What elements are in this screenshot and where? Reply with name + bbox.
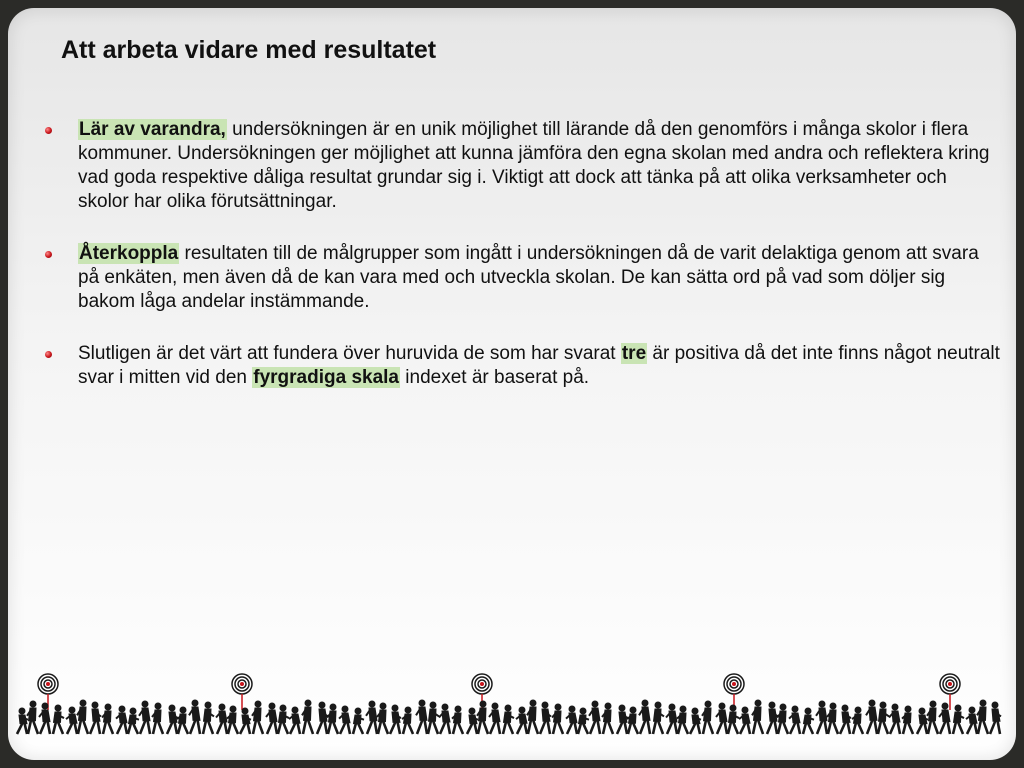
walking-person-icon xyxy=(927,701,938,734)
walking-person-icon xyxy=(827,703,838,734)
bullet-1-highlight: Lär av varandra, xyxy=(79,119,226,140)
walking-person-icon xyxy=(339,706,350,734)
bullet-item-3 xyxy=(42,342,1002,390)
walking-person-icon xyxy=(966,707,977,734)
walking-person-icon xyxy=(128,708,139,734)
walking-person-icon xyxy=(852,707,863,734)
walking-person-icon xyxy=(889,704,900,734)
walking-person-icon xyxy=(866,700,877,734)
walking-person-icon xyxy=(789,706,800,734)
walking-person-icon xyxy=(90,702,101,734)
walking-person-icon xyxy=(66,707,77,734)
walking-person-icon xyxy=(17,708,28,734)
bullet-1-text: undersökningen är en unik möjlighet till lärande då den genomförs i många skolor i flera kommuner. Undersökningen ger möjlighet att kunna jämföra den egna skolan med andra och reflektera kring vad goda respektive dåliga resultat grundar sig i. Viktigt att dock att tänka på att olika verksamheter och skolor har olika förutsättningar. xyxy=(78,119,990,212)
walking-person-icon xyxy=(578,708,589,734)
walking-person-icon xyxy=(816,701,827,734)
walking-person-icon xyxy=(953,705,964,734)
slide-title: Att arbeta vidare med resultatet xyxy=(61,36,437,64)
bullet-3-highlight-b: fyrgradiga skala xyxy=(253,367,399,388)
walking-person-icon xyxy=(840,705,851,734)
walking-person-icon xyxy=(402,707,413,734)
walking-person-icon xyxy=(602,703,613,734)
walking-person-icon xyxy=(116,706,127,734)
walking-person-icon xyxy=(302,700,313,734)
walking-person-icon xyxy=(278,705,289,734)
slide xyxy=(8,8,1016,760)
walking-person-icon xyxy=(167,705,178,734)
walking-person-icon xyxy=(540,702,551,734)
walking-person-icon xyxy=(653,702,664,734)
target-icon xyxy=(724,674,744,710)
walking-person-icon xyxy=(990,702,1001,734)
walking-person-icon xyxy=(589,701,600,734)
walking-person-icon xyxy=(777,704,788,734)
walking-person-icon xyxy=(452,706,463,734)
walking-person-icon xyxy=(739,707,750,734)
walking-person-icon xyxy=(240,708,251,734)
bullet-icon xyxy=(45,251,52,258)
walking-person-icon xyxy=(666,704,677,734)
target-icon xyxy=(232,674,252,710)
walking-person-icon xyxy=(917,708,928,734)
walking-person-icon xyxy=(677,706,688,734)
bullet-item-1 xyxy=(42,118,1002,214)
walking-person-icon xyxy=(516,707,527,734)
walking-person-icon xyxy=(439,704,450,734)
walking-person-icon xyxy=(289,707,300,734)
bullet-list xyxy=(42,118,1002,418)
bullet-3-text-c: indexet är baserat på. xyxy=(400,367,590,388)
walking-person-icon xyxy=(552,704,563,734)
walking-person-icon xyxy=(317,702,328,734)
walking-person-icon xyxy=(467,708,478,734)
walking-crowd-footer xyxy=(8,670,1016,750)
walking-person-icon xyxy=(152,703,163,734)
walking-person-icon xyxy=(627,707,638,734)
walking-person-icon xyxy=(728,705,739,734)
walking-person-icon xyxy=(716,703,727,734)
bullet-2-text: resultaten till de målgrupper som ingått i undersökningen då de varit delaktiga genom att svara på enkäten, men även då de kan vara med och utveckla skolan. De kan sätta ord på vad som döljer sig bakom låga andelar instämmande. xyxy=(78,243,979,312)
walking-person-icon xyxy=(617,705,628,734)
bullet-icon xyxy=(45,351,52,358)
walking-person-icon xyxy=(767,702,778,734)
walking-person-icon xyxy=(227,706,238,734)
walking-person-icon xyxy=(53,705,64,734)
walking-person-icon xyxy=(252,701,263,734)
bullet-item-2 xyxy=(42,242,1002,314)
bullet-3-text-a: Slutligen är det värt att fundera över huruvida de som har svarat xyxy=(78,343,621,364)
bullet-3-highlight-a: tre xyxy=(621,343,647,364)
walking-person-icon xyxy=(266,703,277,734)
walking-person-icon xyxy=(177,707,188,734)
walking-person-icon xyxy=(353,708,364,734)
walking-person-icon xyxy=(902,706,913,734)
walking-person-icon xyxy=(366,701,377,734)
bullet-icon xyxy=(45,127,52,134)
bullet-2-highlight: Återkoppla xyxy=(79,243,179,264)
walking-person-icon xyxy=(189,700,200,734)
walking-person-icon xyxy=(752,700,763,734)
walking-person-icon xyxy=(77,700,88,734)
walking-person-icon xyxy=(878,702,889,734)
walking-person-icon xyxy=(489,703,500,734)
bullet-3-text-b: är positiva då det inte finns något neutralt svar i mitten vid den xyxy=(78,343,1000,388)
walking-person-icon xyxy=(527,700,538,734)
walking-person-icon xyxy=(690,708,701,734)
walking-person-icon xyxy=(566,706,577,734)
walking-person-icon xyxy=(216,704,227,734)
walking-person-icon xyxy=(803,708,814,734)
walking-person-icon xyxy=(503,705,514,734)
walking-person-icon xyxy=(390,705,401,734)
walking-person-icon xyxy=(102,704,113,734)
walking-person-icon xyxy=(327,704,338,734)
walking-person-icon xyxy=(939,703,950,734)
walking-person-icon xyxy=(377,703,388,734)
walking-person-icon xyxy=(139,701,150,734)
walking-person-icon xyxy=(639,700,650,734)
walking-person-icon xyxy=(477,701,488,734)
walking-person-icon xyxy=(203,702,214,734)
walking-person-icon xyxy=(702,701,713,734)
walking-person-icon xyxy=(27,701,38,734)
walking-person-icon xyxy=(428,702,439,734)
walking-person-icon xyxy=(416,700,427,734)
walking-person-icon xyxy=(977,700,988,734)
